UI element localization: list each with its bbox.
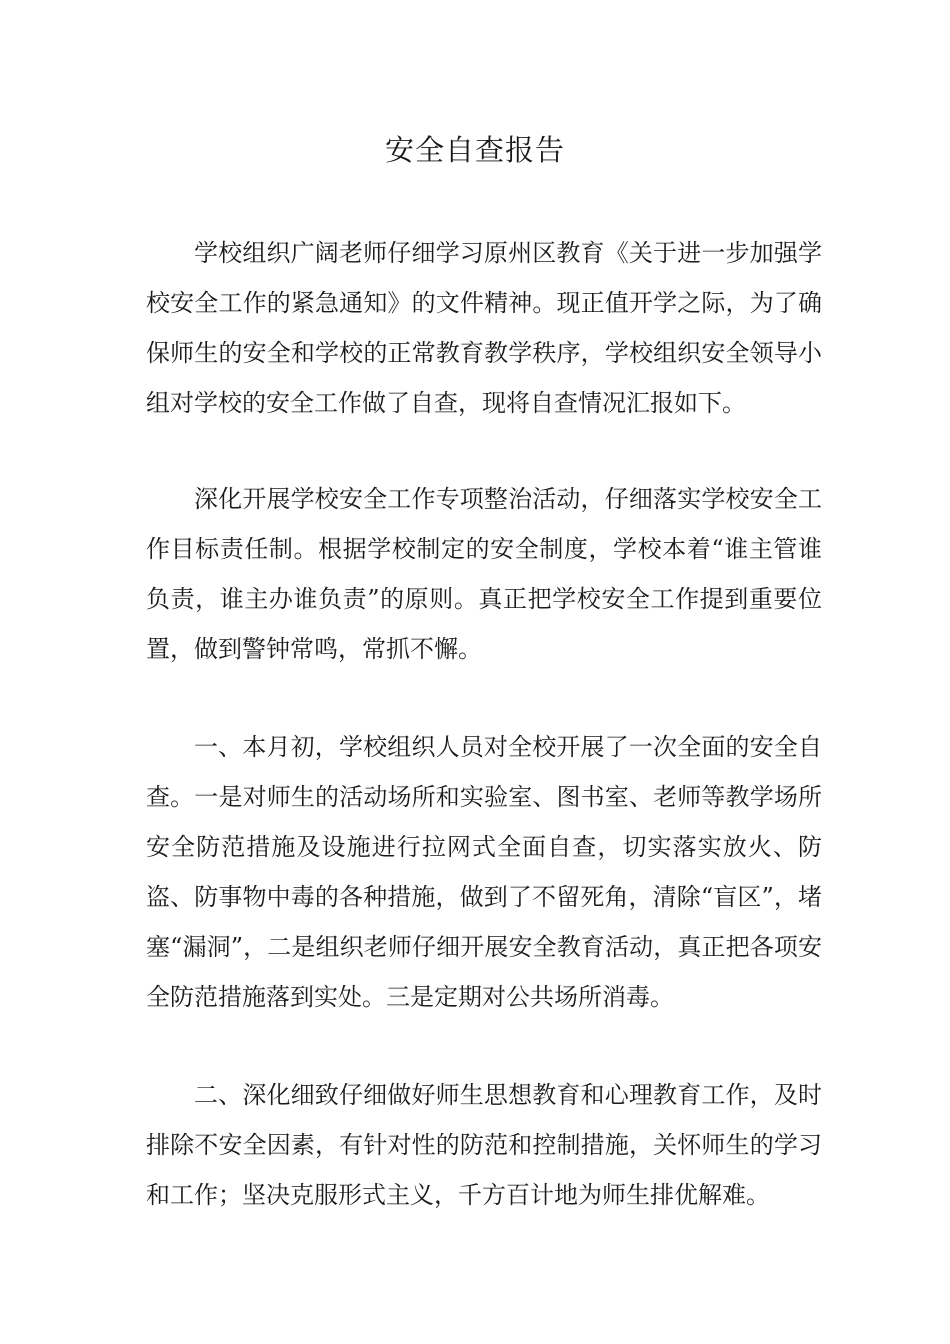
paragraph-item-one: 一、本月初，学校组织人员对全校开展了一次全面的安全自查。一是对师生的活动场所和实验室、图书室、老师等教学场所安全防范措施及设施进行拉网式全面自查，切实落实放火、防盗、防事物中毒的各种措施，做到了不留死角，清除“盲区”，堵塞“漏洞”，二是组织老师仔细开展安全教育活动，真正把各项安全防范措施落到实处。三是定期对公共场所消毒。 xyxy=(146,733,822,1011)
paragraph-intro: 学校组织广阔老师仔细学习原州区教育《关于进一步加强学校安全工作的紧急通知》的文件精神。现正值开学之际，为了确保师生的安全和学校的正常教育教学秩序，学校组织安全领导小组对学校的安全工作做了自查，现将自查情况汇报如下。 xyxy=(146,239,822,417)
document-title: 安全自查报告 xyxy=(384,133,565,167)
paragraph-item-two: 二、深化细致仔细做好师生思想教育和心理教育工作，及时排除不安全因素，有针对性的防范和控制措施，关怀师生的学习和工作；坚决克服形式主义，千方百计地为师生排优解难。 xyxy=(146,1081,822,1209)
paragraph-responsibility: 深化开展学校安全工作专项整治活动，仔细落实学校安全工作目标责任制。根据学校制定的安全制度，学校本着“谁主管谁负责，谁主办谁负责”的原则。真正把学校安全工作提到重要位置，做到警钟常鸣，常抓不懈。 xyxy=(146,485,822,663)
